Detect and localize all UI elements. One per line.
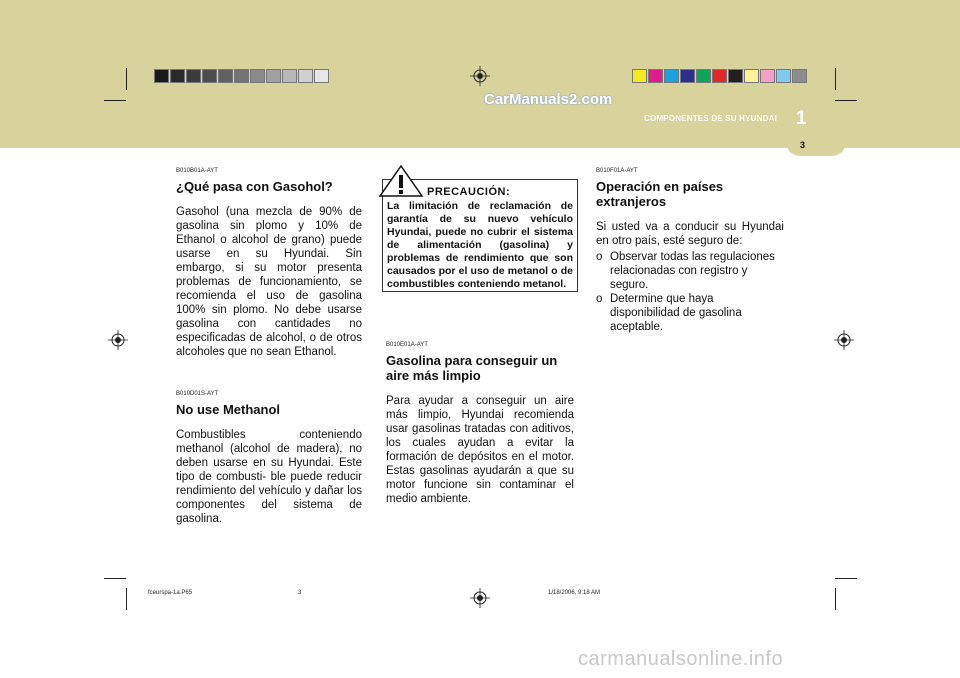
header-watermark[interactable]: CarManuals2.com [484,91,613,108]
crop-mark [835,588,836,610]
section-heading: Operación en países extranjeros [596,179,724,209]
color-swatch [632,69,647,83]
color-swatch [696,69,711,83]
color-swatch [186,69,201,83]
registration-mark-icon [834,330,854,350]
color-swatch [712,69,727,83]
color-swatch [760,69,775,83]
section-heading: Gasolina para conseguir un aire más limpio [386,353,558,383]
color-swatch [218,69,233,83]
section-body: Gasohol (una mezcla de 90% de gasolina sin plomo y 10% de Ethanol o alcohol de grano) puede usarse en su Hyundai. Sin embargo, si su motor presenta problemas de funcionamiento, se recomienda el uso de gasolina 100% sin plomo. No debe usarse gasolina con cantidades no especificadas de alcohol, o de otros alcoholes que no sean Ethanol. [176,206,362,358]
color-swatch [792,69,807,83]
registration-mark-icon [470,588,490,608]
section-heading: ¿Qué pasa con Gasohol? [176,179,333,194]
section-body: Para ayudar a conseguir un aire más limpio, Hyundai recomienda usar gasolinas tratadas con aditivos, los cuales ayudan a evitar la formación de depósitos en el motor. Estas gasolinas ayudarán a que su motor funcione sin contaminar el medio ambiente. [386,395,574,505]
section-intro: Si usted va a conducir su Hyundai en otro país, esté seguro de: [596,221,784,247]
color-swatch [728,69,743,83]
color-swatch [776,69,791,83]
color-swatch [744,69,759,83]
bullet-list [596,250,784,334]
list-item: o Determine que haya disponibilidad de gasolina aceptable. [596,293,742,333]
color-swatch [234,69,249,83]
section-heading: No use Methanol [176,402,281,417]
crop-mark [835,68,836,90]
crop-mark [126,68,127,90]
section-body: Combustibles conteniendo methanol (alcohol de madera), no deben usarse en su Hyundai. Este tipo de combusti- ble puede reducir rendimiento del vehículo y dañar los componentes del sistema de gasolina. [176,429,362,525]
page-number: 3 [800,140,806,150]
color-bar-left [154,69,330,83]
color-swatch [170,69,185,83]
crop-mark [835,578,857,579]
color-swatch [314,69,329,83]
caution-body: La limitación de reclamación de garantía de su nuevo vehículo Hyundai, puede no cubrir el sistema de alimentación (gasolina) y problemas de rendimiento que son causados por el uso de metanol o de combustibles conteniendo metanol. [387,200,573,290]
registration-mark-icon [108,330,128,350]
color-swatch [250,69,265,83]
color-swatch [680,69,695,83]
crop-mark [104,578,126,579]
section-code: B010E01A-AYT [386,342,428,348]
page-number-tab [786,134,846,156]
crop-mark [126,588,127,610]
color-swatch [266,69,281,83]
column-left [176,164,362,526]
warning-triangle-icon [378,164,424,198]
color-swatch [282,69,297,83]
chapter-number: 1 [796,108,807,129]
footer-page: 3 [298,590,302,596]
registration-mark-icon [470,66,490,86]
footer-file-name: fceurspa-1a.P65 [148,590,193,596]
color-swatch [202,69,217,83]
color-swatch [648,69,663,83]
footer-watermark[interactable]: carmanualsonline.info [578,648,784,670]
crop-mark [104,100,126,101]
color-swatch [154,69,169,83]
section-code: B010B01A-AYT [176,168,218,174]
color-swatch [664,69,679,83]
color-swatch [298,69,313,83]
caution-title: PRECAUCIÓN: [427,186,511,198]
section-code: B010F01A-AYT [596,168,638,174]
color-bar-right [632,69,808,83]
footer-timestamp: 1/18/2006, 9:18 AM [548,590,601,596]
list-item: o Observar todas las regulaciones relacionadas con registro y seguro. [596,251,775,291]
crop-mark [835,100,857,101]
column-right [596,164,784,334]
section-title: COMPONENTES DE SU HYUNDAI [644,114,778,123]
column-middle [386,338,574,506]
section-code: B010D01S-AYT [176,391,219,397]
